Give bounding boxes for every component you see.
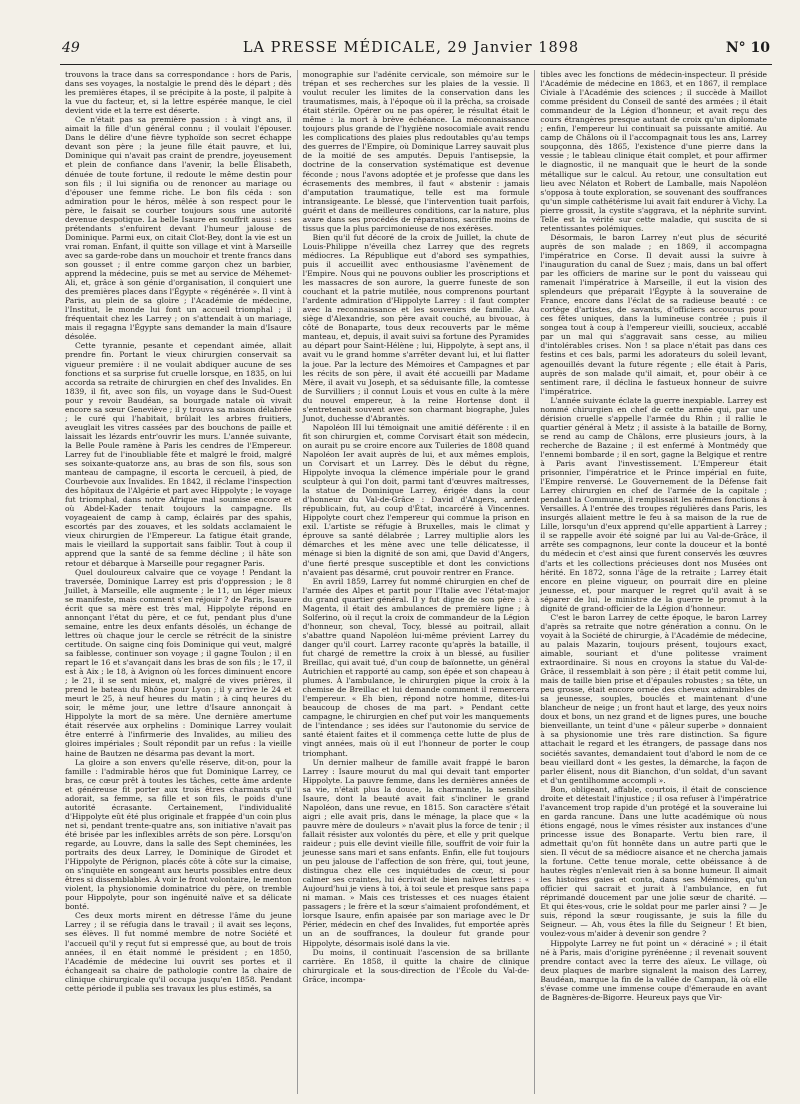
paragraph: Un dernier malheur de famille avait frappé le baron Larrey : Isaure mourut du mal qui devait tant emporter Hippolyte. La pauvre femme, dans les dernières années de sa vie, n'était plus la douce, la charmante, la sensible Isaure, dont la beauté avait fait s'incliner le grand Napoléon, dans une revue, en 1815. Son caractère s'était aigri ; elle avait pris, dans le ménage, la place que « la pauvre mère de douleurs » n'avait plus la force de tenir ; il fallait résister aux volontés du père, et elle y prit quelque raideur ; puis elle devint vieille fille, souffrit de voir fuir la jeunesse sans mari et sans enfants. Enfin, elle fut toujours un peu jalouse de l'affection de son frère, qui, tout jeune, distingua chez elle ces inquiétudes de cœur, si pour calmer ses craintes, lui écrivait de bien naïves lettres : « Aujourd'hui je viens à toi, à toi seule et presque sans papa ni maman. » Mais ces tristesses et ces nuages étaient passagers ; le frère et la sœur s'aimaient profondément, et lorsque Isaure, enfin apaisée par son mariage avec le Dr Périer, médecin en chef des Invalides, fut emportée après un an de souffrances, la douleur fut grande pour Hippolyte, désormais isolé dans la vie. [302,757,530,948]
paragraph: Du moins, il continuait l'ascension de sa brillante carrière. En 1858, il quitte la chaire de clinique chirurgicale et la sous-direction de l'École du Val-de-Grâce, incompa- [302,947,530,984]
paragraph: Cette tyrannie, pesante et cependant aimée, allait prendre fin. Portant le vieux chirurgien conservait sa vigueur première : il ne voulait abdiquer aucune de ses fonctions et sa surprise fut cruelle lorsque, en 1835, on lui accorda sa retraite de chirurgien en chef des Invalides. En 1839, il fit, avec son fils, un voyage dans le Sud-Ouest pour y revoir Baudéan, sa bourgade natale où vivait encore sa sœur Geneviève ; il y trouva sa maison délabrée ; le curé qui l'habitait, brûlait les arbres fruitiers, aveuglait les vitres cassées par des bouchons de paille et laissait les lézards entr'ouvrir les murs. L'année suivante, la Belle Poule ramène à Paris les cendres de l'Empereur. Larrey fut de l'inoubliable fête et malgré le froid, malgré ses soixante-quatorze ans, au bras de son fils, sous son manteau de campagne, il escorta le cercueil, à pied, de Courbevoie aux Invalides. En 1842, il réclame l'inspection des hôpitaux de l'Algérie et part avec Hippolyte ; le voyage fut triomphal, dans notre Afrique mal soumise encore et où Abdel-Kader tenait toujours la campagne. Ils voyageaient de camp à camp, éclairés par des spahis, escortés par des zouaves, et les soldats acclamaient le vieux chirurgien de l'Empereur. La fatigue était grande, mais le vieillard la supportait sans faiblir. Tout à coup il apprend que la santé de sa femme décline ; il hâte son retour et débarque à Marseille pour regagner Paris. [65,341,292,568]
paragraph: Bon, obligeant, affable, courtois, il était de conscience droite et détestait l'injustice ; il osa refuser à l'impératrice l'avancement trop rapide d'un protégé et la souveraine lui en garda rancune. Dans une lutte académique où nous étions engagé, nous le vîmes résister aux instances d'une princesse issue des Bonaparte. Vertu bien rare, il admettait qu'on fût honnête dans un autre parti que le sien. Il vécut de sa médiocre aisance et ne chercha jamais la fortune. Cette tenue morale, cette obéissance à de hautes règles n'enlevait rien à sa bonne humeur. Il aimait les histoires gaies et conta, dans ses Mémoires, qu'un officier qui sacrait et jurait à l'ambulance, en fut réprimandé doucement par une jolie sœur de charité. — Et qui êtes-vous, crie le soldat pour me parler ainsi ? — Je suis, répond la sœur rougissante, je suis la fille du Seigneur. — Ah, vous êtes la fille du Seigneur ! Et bien, voulez-vous m'aider à devenir son gendre ? [540,784,768,939]
column-1 [60,70,297,1094]
paragraph: Hippolyte Larrey ne fut point un « déraciné » ; il était né à Paris, mais d'origine pyrénéenne ; il revenait souvent prendre contact avec la terre des aïeux. Le village, où deux plaques de marbre signalent la maison des Larrey, Baudéan, marque la fin de la vallée de Campan, là où elle s'évase comme une immense coupe d'émeraude en avant de Bagnères-de-Bigorre. Heureux pays que Vir- [540,938,768,1002]
paragraph: Ce n'était pas sa première passion : à vingt ans, il aimait la fille d'un général connu ; il voulait l'épouser. Dans le délire d'une fièvre typhoïde son secret échappe devant son père ; la jeune fille était pauvre, et lui, Dominique qui n'avait pas craint de prendre, joyeusement et plein de confiance dans l'avenir, la belle Élisabeth, dénuée de toute fortune, il redoute le même destin pour son fils ; il lui signifia ou de renoncer au mariage ou d'épouser une femme riche. Le bon fils céda : son admiration pour le héros, mêlée à son respect pour le père, le faisait se courber toujours sous une autorité devenue despotique. La belle Isaure en souffrit aussi : ses prétendants s'enfuirent devant l'humeur jalouse de Dominique. Parmi eux, on citait Clot-Bey, dont la vie est un vrai roman. Enfant, il quitte son village et vint à Marseille avec sa garde-robe dans un mouchoir et trente francs dans son gousset ; il entre comme garçon chez un barbier, apprend la médecine, puis se met au service de Méhemet-Ali, et, grâce à son génie d'organisation, il conquiert une des premières places dans l'Égypte « régénérée ». Il vint à Paris, au plein de sa gloire ; l'Académie de médecine, l'Institut, le monde lui font un accueil triomphal ; il fréquentait chez les Larrey ; on s'attendait à un mariage, mais il regagna l'Égypte sans demander la main d'Isaure désolée. [65,115,292,342]
page-number: 49 [62,40,80,56]
paragraph: tibles avec les fonctions de médecin-inspecteur. Il préside l'Académie de médecine en 1863, et en 1867, il remplace Civiale à l'Académie des sciences ; il succède à Maillot comme président du Conseil de santé des armées ; il était commandeur de la Légion d'honneur, et avait reçu des cours étrangères presque autant de croix qu'un diplomate ; enfin, l'empereur lui continuait sa puissante amitié. Au camp de Châlons où il l'accompagnait tous les ans, Larrey soupçonna, dès 1865, l'existence d'une pierre dans la vessie ; le tableau clinique était complet, et pour affirmer le diagnostic, il ne manquait que le heurt de la sonde métallique sur le calcul. Au retour, une consultation eut lieu avec Nélaton et Robert de Lamballe, mais Napoléon s'opposa à toute exploration, se souvenant des souffrances qu'un simple cathétérisme lui avait fait endurer à Vichy. La pierre grossit, la cystite s'aggrava, et la néphrite survint. Telle est la vérité sur cette maladie, qui suscita de si retentissantes polémiques. [540,70,768,233]
paragraph: Napoléon III lui témoignait une amitié déférente : il en fit son chirurgien et, comme Corvisart était son médecin, on aurait pu se croire encore aux Tuileries de 1808 quand Napoléon Ier avait auprès de lui, et aux mêmes emplois, un Corvisart et un Larrey. Dès le début du règne, Hippolyte invoqua la clémence impériale pour le grand sculpteur à qui l'on doit, parmi tant d'œuvres maîtresses, la statue de Dominique Larrey, érigée dans la cour d'honneur du Val-de-Grâce : David d'Angers, ardent républicain, fut, au coup d'État, incarcéré à Vincennes. Hippolyte court chez l'empereur qui commue la prison en exil. L'artiste se réfugie à Bruxelles, mais le climat y éprouve sa santé délabrée ; Larrey multiplie alors les démarches et les mène avec une telle délicatesse, il ménage si bien la dignité de son ami, que David d'Angers, d'une fierté presque susceptible et dont les convictions n'avaient pas désarmé, crut pouvoir rentrer en France. [302,422,530,577]
paragraph: Bien qu'il fut décoré de la croix de Juillet, la chute de Louis-Philippe n'éveilla chez Larrey que des regrets médiocres. La République eut d'abord ses sympathies, puis il accueillit avec enthousiasme l'avènement de l'Empire. Nous qui ne pouvons oublier les proscriptions et les massacres de son aurore, la guerre funeste de son couchant et la patrie mutilée, nous comprenons pourtant l'ardente admiration d'Hippolyte Larrey : il faut compter avec la reconnaissance et les souvenirs de famille. Au siège d'Alexandrie, son père avait couché, au bivouac, à côté de Bonaparte, tous deux recouverts par le même manteau, et, depuis, il avait suivi sa fortune des Pyramides au départ pour Saint-Hélène ; lui, Hippolyte, à sept ans, il avait vu le grand homme s'arrêter devant lui, et lui flatter la joue. Par la lecture des Mémoires et Campagnes et par les récits de son père, il avait été accueilli par Madame Mère, il avait vu Joseph, et sa séduisante fille, la comtesse de Survilliers ; il connut Louis et vous en culte à la mère du nouvel empereur, à la reine Hortense dont il s'entretenait souvent avec son charmant biographe, Jules Junot, duchesse d'Abrantès. [302,232,530,423]
paragraph: C'est le baron Larrey de cette époque, le baron Larrey d'après sa retraite que notre génération a connu. On le voyait à la Société de chirurgie, à l'Académie de médecine, au palais Mazarin, toujours présent, toujours exact, aimable, souriant et d'une politesse vraiment extraordinaire. Si nous en croyons la statue du Val-de-Grâce, il ressemblait à son père ; il était petit comme lui, mais de taille bien prise et d'épaules robustes ; sa tête, un peu grosse, était encore ornée des cheveux admirables de sa jeunesse, souples, bouclés et maintenant d'une blancheur de neige ; un front haut et large, des yeux noirs doux et bons, un nez grand et de lignes pures, une bouche bienveillante, un teint d'une « pâleur superbe » donnaient à sa physionomie une très rare distinction. Sa figure attachait le regard et les étrangers, de passage dans nos sociétés savantes, demandaient tout d'abord le nom de ce beau vieillard dont « les gestes, la démarche, la façon de parler élisent, nous dit Bianchon, d'un soldat, d'un savant et d'un gentilhomme accompli ». [540,612,768,785]
paragraph: trouvons la trace dans sa correspondance : hors de Paris, dans ses voyages, la nostalgie le prend dès le départ ; dès les premières étapes, il se précipite à la poste, il palpite à la vue du facteur, et, si la lettre espérée manque, le ciel devient vide et la terre est déserte. [65,70,292,116]
column-2 [297,70,535,1094]
issue-number: N° 10 [725,40,770,56]
paragraph: Ces deux morts mirent en détresse l'âme du jeune Larrey ; il se réfugia dans le travail ; il avait ses leçons, ses élèves. Il fut nommé membre de notre Société et l'accueil qu'il y reçut fut si empressé que, au bout de trois années, il en était nommé le président ; en 1850, l'Académie de médecine lui ouvrit ses portes et il échangeait sa chaire de pathologie contre la chaire de clinique chirurgicale qu'il occupa jusqu'en 1858. Pendant cette période il publia ses travaux les plus estimés, sa [65,911,292,993]
paragraph: En avril 1859, Larrey fut nommé chirurgien en chef de l'armée des Alpes et partit pour l'Italie avec l'état-major du grand quartier général. Il y fut digne de son père : à Magenta, il était des ambulances de première ligne ; à Solferino, où il reçut la croix de commandeur de la Légion d'honneur, son cheval, Tocy, blessé au poitrail, allait s'abattre quand Napoléon lui-même prévient Larrey du danger qu'il court. Larrey raconte qu'après la bataille, il fut chargé de remettre la croix à un blessé, au fusilier Breillac, qui avait tué, d'un coup de baïonnette, un général Autrichien et rapporté au camp, son épée et son chapeau à plumes. À l'ambulance, le chirurgien pique la croix à la chemise de Breillac et lui demande comment il remercera l'empereur. « Eh bien, répond notre homme, dites-lui beaucoup de choses de ma part. » Pendant cette campagne, le chirurgien en chef put voir les manquements de l'intendance ; ses idées sur l'autonomie du service de santé étaient faites et il commença cette lutte de plus de vingt années, mais où il eut l'honneur de porter le coup triomphant. [302,576,530,758]
header-rule [60,64,772,65]
paragraph: Quel douloureux calvaire que ce voyage ! Pendant la traversée, Dominique Larrey est pris d'oppression ; le 8 Juillet, à Marseille, elle augmente ; le 11, un léger mieux se manifeste, mais comment s'en réjouir ? de Paris, Isaure écrit que sa mère est très mal, Hippolyte répond en annonçant l'état du père, et ce fut, pendant plus d'une semaine, entre les deux enfants désolés, un échange de lettres où chaque jour le cercle se rétrécit de la sinistre certitude. On saigne cinq fois Dominique qui veut, malgré sa faiblesse, continuer son voyage ; il gagne Toulon ; il en repart le 16 et s'avançait dans les bras de son fils ; le 17, il est à Aix ; le 18, à Avignon où les forces diminuent encore ; le 21, il se sent mieux, et, malgré de vives prières, il prend le bateau du Rhône pour Lyon ; il y arrive le 24 et meurt le 25, à neuf heures du matin ; à cinq heures du soir, le même jour, une lettre d'Isaure annonçait à Hippolyte la mort de sa mère. Une dernière amertume était réservée aux orphelins : Dominique Larrey voulait être enterré à l'infirmerie des Invalides, au milieu des gloires impériales ; Soult répondit par un refus : la vieille haine de Bautzen ne désarma pas devant la mort. [65,567,292,758]
paragraph: Désormais, le baron Larrey n'eut plus de sécurité auprès de son malade ; en 1869, il accompagna l'impératrice en Corse. Il devait aussi la suivre à l'inauguration du canal de Suez ; mais, dans un bal offert par les officiers de marine sur le pont du vaisseau qui ramenait l'impératrice à Marseille, il eut la vision des splendeurs que préparait l'Égypte à la souveraine de France, encore dans l'éclat de sa radieuse beauté : ce cortège d'artistes, de savants, d'officiers accourus pour ces fêtes uniques, dans la lumineuse contrée ; puis il songea tout à coup à l'empereur vieilli, soucieux, accablé par un mal qui s'aggravait sans cesse, au milieu d'intolérables crises. Non ! sa place n'était pas dans ces festins et ces bals, parmi les adorateurs du soleil levant, agenouillés devant la future régente ; elle était à Paris, auprès de son malade qu'il aimait, et, pour obéir à ce sentiment rare, il déclina le fastueux honneur de suivre l'impératrice. [540,232,768,396]
column-3 [534,70,772,1094]
paragraph: La gloire a son envers qu'elle réserve, dit-on, pour la famille : l'admirable héros que fut Dominique Larrey, ce bras, ce cœur prêt à toutes les tâches, cette âme ardente et généreuse fit porter aux trois êtres charmants qu'il adorait, sa femme, sa fille et son fils, le poids d'une autorité écrasante. Certainement, l'individualité d'Hippolyte eût été plus originale et frappée d'un coin plus net si, pendant trente-quatre ans, son initiative n'avait pas été brisée par les inflexibles arrêts de son père. Lorsqu'on regarde, au Louvre, dans la salle des Sept cheminées, les portraits des deux Larrey, le Dominique de Girodet et l'Hippolyte de Pérignon, placés côte à côte sur la cimaise, on s'inquiète en songeant aux heurts possibles entre deux êtres si dissemblables. À voir le front volontaire, le menton violent, la physionomie dominatrice du père, on tremble pour Hippolyte, pour son ingénuité naïve et sa délicate bonté. [65,757,292,912]
publication-title: LA PRESSE MÉDICALE, 29 Janvier 1898 [242,40,580,56]
text-columns [60,70,772,1094]
page-header [62,40,770,62]
paragraph: monographie sur l'adénite cervicale, son mémoire sur le trépan et ses recherches sur les plaies de la vessie. Il voulut reculer les limites de la conservation dans les traumatismes, mais, à l'époque où il la prêcha, sa croisade était stérile. Opérer ou ne pas opérer, le résultat était le même : la mort à brève échéance. La méconnaissance toujours plus grande de l'hygiène nosocomiale avait rendu les complications des plaies plus redoutables qu'au temps des guerres de l'Empire, où Dominique Larrey sauvait plus de la moitié de ses amputés. Depuis l'antisepsie, la doctrine de la conservation systématique est devenue féconde ; nous l'avons adoptée et je professe que dans les écrasements des membres, il faut « abstenir : jamais d'amputation traumatique, telle est ma formule intransigeante. Le blessé, que l'intervention tuait parfois, guérit et dans de meilleures conditions, car la nature, plus avare dans ses procédés de réparations, sacrifie moins de tissus que la plus parcimonieuse de nos exérèses. [302,70,530,233]
paragraph: L'année suivante éclate la guerre inexpiable. Larrey est nommé chirurgien en chef de cette armée qui, par une dérision cruelle s'appelle l'armée du Rhin ; il rallie le quartier général à Metz ; il assiste à la bataille de Borny, se rend au camp de Châlons, erre plusieurs jours, à la recherche de Bazaine ; il est enfermé à Montmédy que l'ennemi bombarde ; il en sort, gagne la Belgique et rentre à Paris avant l'investissement. L'Empereur était prisonnier, l'impératrice et le Prince impérial en fuite, l'Empire renversé. Le Gouvernement de la Défense fait Larrey chirurgien en chef de l'armée de la capitale ; pendant la Commune, il remplissait les mêmes fonctions à Versailles. À l'entrée des troupes régulières dans Paris, les insurgés allaient mettre le feu à sa maison de la rue de Lille, lorsqu'un d'eux apprend qu'elle appartient à Larrey ; il se rappelle avoir été soigné par lui au Val-de-Grâce, il arrête ses compagnons, leur conte la douceur et la bonté du médecin et c'est ainsi que furent conservés les œuvres d'arts et les collections précieuses dont nos Musées ont hérité. En 1872, sonna l'âge de la retraite ; Larrey était encore en pleine vigueur, on pourrait dire en pleine jeunesse, et, pour marquer le regret qu'il avait à se séparer de lui, le ministre de la guerre le promut à la dignité de grand-officier de la Légion d'honneur. [540,395,768,613]
